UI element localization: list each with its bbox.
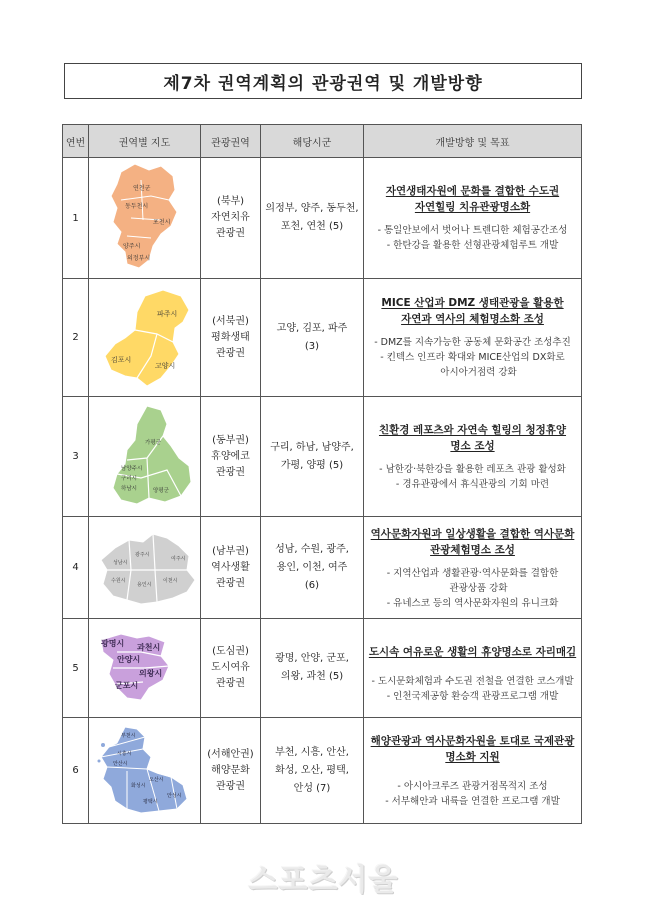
header-map: 권역별 지도 — [89, 125, 201, 158]
cities-line: 가평, 양평 (5) — [280, 459, 344, 471]
goal-title — [364, 295, 581, 327]
table-header-row — [63, 125, 582, 158]
region-map-cell — [89, 279, 201, 397]
cities-list — [261, 517, 364, 619]
table-row — [63, 517, 582, 619]
zone-line: (동부권) — [212, 434, 249, 446]
development-goal — [364, 279, 582, 397]
table-row — [63, 397, 582, 517]
cities-line: (3) — [304, 340, 320, 352]
cities-line: 광명, 안양, 군포, — [275, 653, 349, 664]
goal-title — [364, 733, 581, 765]
map-label: 화성시 — [130, 782, 145, 789]
map-label: 평택시 — [142, 798, 157, 805]
goal-bullet: - 통일안보에서 벗어나 트렌디한 체험공간조성 — [377, 225, 568, 236]
cities-list — [261, 718, 364, 824]
development-goal — [364, 517, 582, 619]
tourism-zone — [201, 397, 261, 517]
map-label: 용인시 — [136, 581, 151, 588]
table-row — [63, 619, 582, 718]
map-label: 의왕시 — [138, 669, 162, 678]
goal-bullet: - 남한강·북한강을 활용한 레포츠 관광 활성화 — [379, 463, 566, 475]
zone-line: 평화생태 — [211, 331, 250, 343]
map-label: 성남시 — [112, 559, 127, 566]
table-row — [63, 279, 582, 397]
zone-line: (남부권) — [212, 545, 249, 557]
row-number: 1 — [63, 158, 89, 279]
goal-title-line: 자연과 역사의 체험명소화 조성 — [401, 313, 544, 325]
table-row — [63, 158, 582, 279]
map-label: 여주시 — [170, 555, 185, 562]
goal-bullet: - 경유관광에서 휴식관광의 기회 마련 — [395, 478, 550, 490]
cities-line: 의왕, 과천 (5) — [280, 671, 344, 682]
region-map-cell — [89, 718, 201, 824]
goal-title-line: 명소화 지원 — [445, 750, 500, 763]
west-coast-region-map — [91, 721, 199, 821]
cities-line: 고양, 김포, 파주 — [276, 322, 348, 334]
cities-list — [261, 158, 364, 279]
zone-line: 관광권 — [216, 678, 245, 689]
goal-title-line: 관광체험명소 조성 — [430, 544, 515, 556]
goal-bullets — [364, 566, 581, 611]
goal-title-line: 자연생태자원에 문화를 결합한 수도권 — [385, 185, 560, 197]
zone-line: 관광권 — [216, 577, 245, 589]
goal-title-line: 역사문화자원과 일상생활을 결합한 역사문화 — [370, 528, 575, 540]
goal-bullets — [364, 674, 581, 704]
region-map-cell — [89, 517, 201, 619]
map-label: 남양주시 — [120, 465, 142, 472]
header-goal: 개발방향 및 목표 — [364, 125, 582, 158]
map-label: 하남시 — [120, 485, 137, 492]
table-row — [63, 718, 582, 824]
map-label: 안양시 — [116, 655, 140, 664]
cities-line: 화성, 오산, 평택, — [275, 764, 349, 776]
tourism-zone — [201, 718, 261, 824]
northwest-region-map — [91, 282, 199, 394]
goal-title — [364, 422, 581, 454]
tourism-zone — [201, 279, 261, 397]
map-label: 구리시 — [120, 475, 137, 482]
goal-bullet: - 지역산업과 생활관광·역사문화를 결합한 — [386, 568, 559, 579]
tourism-zone — [201, 619, 261, 718]
cities-line: 구리, 하남, 남양주, — [270, 441, 354, 453]
row-number: 3 — [63, 397, 89, 517]
header-zone: 관광권역 — [201, 125, 261, 158]
header-cities: 해당시군 — [261, 125, 364, 158]
goal-bullet: - 아시아크루즈 관광거점목적지 조성 — [397, 780, 548, 792]
goal-bullet: - 킨텍스 인프라 확대와 MICE산업의 DX화로 — [380, 352, 565, 363]
south-region-map — [91, 520, 199, 616]
map-label: 양주시 — [122, 243, 140, 250]
goal-title-line: 도시속 여유로운 생활의 휴양명소로 자리매김 — [368, 646, 577, 658]
cities-list — [261, 279, 364, 397]
map-label: 양평군 — [152, 487, 169, 494]
map-label: 이천시 — [162, 577, 177, 584]
cities-list — [261, 397, 364, 517]
watermark-logo: 스포츠서울 — [248, 863, 399, 898]
zone-line: 관광권 — [216, 347, 245, 359]
goal-bullet: - 한탄강을 활용한 선형관광체험루트 개발 — [386, 240, 559, 251]
goal-title-line: 친환경 레포츠와 자연속 힐링의 청정휴양 — [378, 423, 567, 436]
goal-title — [364, 183, 581, 215]
map-label: 동두천시 — [124, 203, 148, 210]
zone-line: (도심권) — [212, 646, 249, 657]
development-goal — [364, 718, 582, 824]
zone-line: 관광권 — [216, 228, 245, 239]
row-number: 2 — [63, 279, 89, 397]
goal-bullet: - 인천국제공항 환승객 관광프로그램 개발 — [386, 691, 559, 702]
cities-list — [261, 619, 364, 718]
cities-line: 용인, 이천, 여주 — [276, 561, 348, 573]
map-label: 파주시 — [156, 309, 177, 318]
map-label: 부천시 — [120, 732, 135, 739]
tourism-zone-table — [62, 124, 582, 824]
map-region-shape — [101, 534, 195, 604]
map-label: 오산시 — [148, 776, 163, 783]
row-number: 5 — [63, 619, 89, 718]
goal-bullets — [364, 335, 581, 380]
development-goal — [364, 397, 582, 517]
goal-title-line: 해양관광과 역사문화자원을 토대로 국제관광 — [370, 734, 575, 747]
goal-title — [364, 526, 581, 558]
goal-title-line: MICE 산업과 DMZ 생태관광을 활용한 — [381, 297, 564, 309]
zone-line: 도시여유 — [211, 662, 250, 673]
map-label: 광주시 — [134, 551, 149, 558]
goal-bullet: 관광상품 강화 — [449, 583, 508, 594]
page-title — [64, 63, 582, 99]
header-no: 연번 — [63, 125, 89, 158]
map-label: 김포시 — [110, 355, 131, 364]
map-label: 시흥시 — [116, 750, 131, 757]
cities-line: 안성 (7) — [293, 782, 331, 794]
map-label: 과천시 — [136, 643, 160, 652]
goal-bullets — [364, 779, 581, 809]
zone-line: 역사생활 — [211, 561, 250, 573]
goal-bullet: - DMZ를 지속가능한 공동체 문화공간 조성추진 — [374, 337, 571, 348]
map-label: 가평군 — [144, 439, 161, 446]
goal-bullets — [364, 223, 581, 253]
region-map-cell — [89, 158, 201, 279]
page-title-text: 제7차 권역계획의 관광권역 및 개발방향 — [163, 73, 483, 94]
development-goal — [364, 619, 582, 718]
map-label: 고양시 — [154, 361, 175, 370]
goal-title-line: 자연힐링 치유관광명소화 — [414, 201, 531, 213]
map-region-shape — [111, 164, 177, 268]
map-label: 안산시 — [112, 760, 127, 767]
map-label: 연천군 — [132, 185, 150, 192]
goal-bullet: - 도시문화체험과 수도권 전철을 연결한 코스개발 — [371, 676, 574, 687]
map-region-shape — [105, 290, 189, 386]
tourism-zone — [201, 158, 261, 279]
map-label: 포천시 — [152, 219, 170, 226]
zone-line: (서북권) — [212, 315, 249, 327]
zone-line: 관광권 — [216, 466, 245, 478]
zone-line: 휴양에코 — [211, 450, 250, 462]
zone-line: 관광권 — [216, 780, 245, 792]
goal-bullet: - 유네스코 등의 역사문화자원의 유니크화 — [386, 598, 559, 609]
zone-line: 해양문화 — [211, 764, 250, 776]
east-region-map — [91, 400, 199, 514]
cities-line: 의정부, 양주, 동두천, — [265, 203, 359, 214]
row-number: 4 — [63, 517, 89, 619]
goal-title-line: 명소 조성 — [450, 439, 495, 452]
goal-bullet: 아시아거점력 강화 — [440, 367, 517, 378]
row-number: 6 — [63, 718, 89, 824]
urban-region-map — [91, 622, 199, 714]
goal-bullet: - 서부해안과 내륙을 연결한 프로그램 개발 — [385, 795, 560, 807]
development-goal — [364, 158, 582, 279]
tourism-zone — [201, 517, 261, 619]
cities-line: (6) — [304, 579, 320, 591]
map-label: 군포시 — [114, 681, 138, 690]
zone-line: 자연치유 — [211, 212, 250, 223]
cities-line: 성남, 수원, 광주, — [275, 543, 349, 555]
map-label: 안성시 — [166, 792, 181, 799]
region-map-cell — [89, 619, 201, 718]
zone-line: (북부) — [216, 196, 245, 207]
map-label: 광명시 — [100, 639, 124, 648]
cities-line: 포천, 연천 (5) — [280, 221, 344, 232]
goal-title — [364, 644, 581, 660]
cities-line: 부천, 시흥, 안산, — [275, 746, 349, 758]
goal-bullets — [364, 462, 581, 492]
map-label: 수원시 — [110, 577, 125, 584]
region-map-cell — [89, 397, 201, 517]
north-region-map — [91, 160, 199, 276]
map-label: 의정부시 — [126, 255, 150, 262]
zone-line: (서해안권) — [207, 748, 254, 760]
